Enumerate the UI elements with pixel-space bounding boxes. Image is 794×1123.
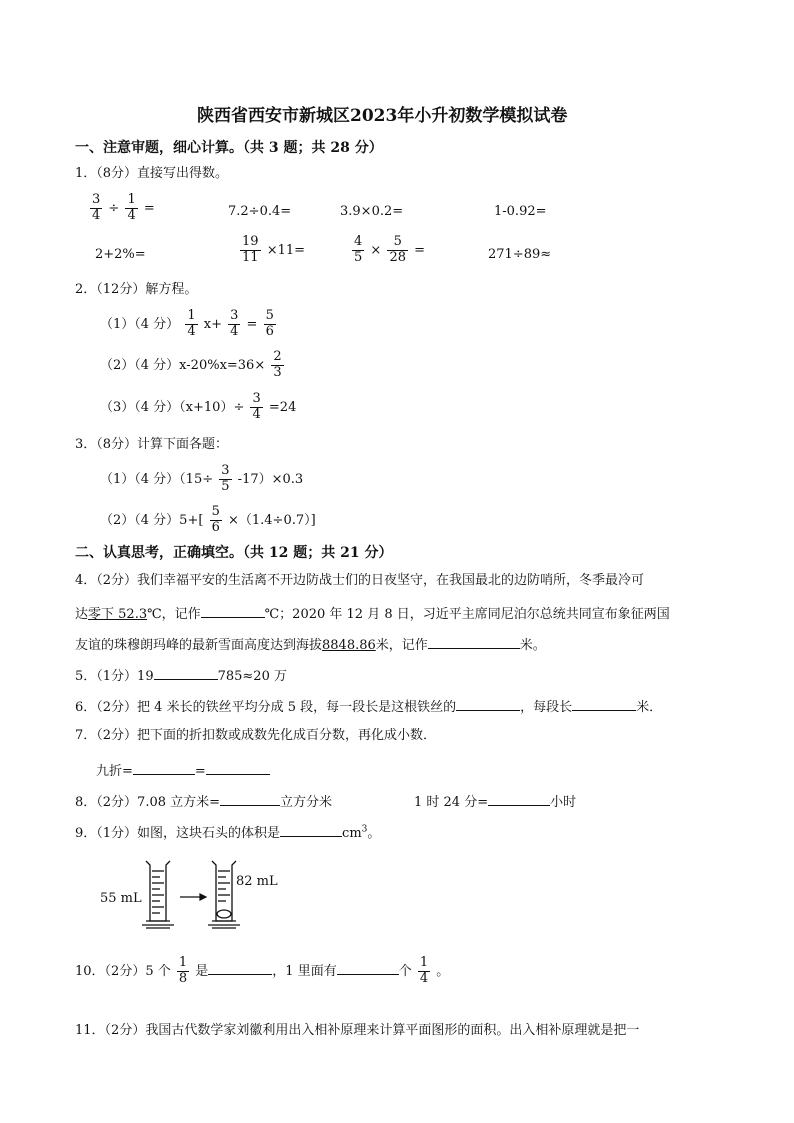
- q5-a: 5．（1分）19: [75, 669, 154, 684]
- q8-blank-1[interactable]: [220, 793, 280, 806]
- q3-part1: [100, 464, 303, 495]
- arrow-icon: [180, 894, 206, 900]
- q1-f2-num: 1: [127, 192, 136, 207]
- q10-a: 10．（2分）5 个: [75, 963, 171, 979]
- q2-p3-an: 3: [252, 391, 261, 406]
- q8-blank-2[interactable]: [488, 793, 550, 806]
- q2-p3-ad: 4: [252, 406, 261, 422]
- q2-p2-an: 2: [273, 349, 282, 364]
- q7-answer-line: [96, 762, 270, 778]
- q4-l3c: 米。: [519, 638, 546, 653]
- q4-l2b: ℃，记作: [147, 607, 201, 622]
- q1-f1-num: 3: [92, 192, 101, 207]
- q10-c: ，1 里面有: [272, 963, 337, 979]
- q8-b: 立方分米: [280, 795, 333, 810]
- q1-f3-tail: ×11=: [266, 242, 306, 258]
- q3-part2: [100, 505, 316, 536]
- q1-mul: ×: [370, 242, 382, 258]
- q2-label: 2．（12分）解方程。: [75, 282, 198, 297]
- q10-an: 1: [178, 955, 188, 970]
- q4-l3b: 米，记作: [375, 638, 428, 653]
- q3-p1-post: -17）×0.3: [237, 471, 304, 487]
- q1-f3-num: 19: [242, 234, 259, 249]
- q1-div: ÷: [108, 200, 120, 216]
- q4-l2a: 达: [75, 607, 89, 622]
- q9-c: 。: [367, 826, 381, 841]
- q1-f2-den: 4: [127, 207, 136, 223]
- q2-p1-an: 1: [187, 308, 196, 323]
- q1-f3-den: 11: [242, 249, 259, 265]
- q10-blank-2[interactable]: [337, 962, 399, 975]
- q6-blank-1[interactable]: [456, 698, 520, 711]
- q8-line-b: [414, 793, 576, 809]
- q4-l3-underlined: 8848.86: [322, 638, 376, 653]
- q3-p1-pre: （1）（4 分）（15÷: [100, 471, 214, 487]
- q8-line: [75, 793, 332, 809]
- q6-a: 6．（2分）把 4 米长的铁丝平均分成 5 段，每一段长是这根铁丝的: [75, 700, 457, 715]
- stone-shape: [217, 910, 231, 918]
- q1-r1-a: [88, 193, 155, 224]
- q1-f1-den: 4: [92, 207, 101, 223]
- q10-line: [75, 956, 449, 987]
- q7-blank-2[interactable]: [206, 762, 270, 775]
- q11-line1: 11．（2分）我国古代数学家刘徽利用出入相补原理来计算平面图形的面积。出入相补原理就是把一: [75, 1023, 640, 1038]
- q4-line2: [75, 605, 670, 621]
- q2-p1-cd: 6: [265, 323, 274, 339]
- q5-b: 785≈20 万: [217, 669, 287, 684]
- q10-d: 个: [398, 963, 412, 979]
- right-cylinder: [208, 861, 240, 928]
- q10-blank-1[interactable]: [208, 962, 272, 975]
- q1-f4-den: 5: [354, 249, 363, 265]
- q3-p1-ad: 5: [221, 478, 230, 494]
- q2-p1-eq: =: [246, 316, 258, 332]
- q9-b: cm: [342, 826, 362, 841]
- q1-eq2: =: [414, 242, 426, 258]
- q4-l2c: ℃；2020 年 12 月 8 日，习近平主席同尼泊尔总统共同宣布象征两国: [264, 607, 670, 622]
- q1-f4-num: 4: [354, 234, 363, 249]
- q9-line: [75, 824, 380, 840]
- q3-label: 3．（8分）计算下面各题：: [75, 437, 229, 452]
- q4-l3a: 友谊的珠穆朗玛峰的最新雪面高度达到海拔: [75, 638, 323, 653]
- q7-b: =: [194, 764, 206, 779]
- q1-f5-num: 5: [387, 235, 408, 251]
- q3-p2-ad: 6: [211, 519, 220, 535]
- q2-p3-pre: （3）（4 分）（x+10）÷: [100, 399, 245, 415]
- q1-r2-b: [238, 235, 305, 266]
- q8-a: 8．（2分）7.08 立方米=: [75, 795, 221, 810]
- q2-p1-cn: 5: [265, 308, 274, 323]
- q4-line3: [75, 636, 546, 652]
- q2-part3: [100, 392, 296, 423]
- q3-p2-an: 5: [211, 504, 220, 519]
- q9-sup: 3: [361, 824, 368, 835]
- q2-part2: [100, 350, 286, 381]
- section-2-heading: 二、认真思考，正确填空。（共 12 题；共 21 分）: [75, 545, 393, 561]
- q1-r2-d: 271÷89≈: [488, 247, 552, 262]
- q2-p1-pre: （1）（4 分）: [100, 316, 180, 332]
- q4-blank-1[interactable]: [201, 605, 265, 618]
- q2-part1: [100, 309, 278, 340]
- q6-c: 米．: [636, 700, 663, 715]
- q1-r1-d: 1-0.92=: [494, 204, 547, 219]
- q1-r1-b: 7.2÷0.4=: [228, 204, 292, 219]
- q1-f5-den: 28: [389, 249, 407, 265]
- q5-blank[interactable]: [154, 667, 218, 680]
- q6-line: [75, 698, 662, 714]
- q9-a: 9．（1分）如图，这块石头的体积是: [75, 826, 281, 841]
- q6-b: ，每段长: [520, 700, 573, 715]
- right-volume-label: 82 mL: [236, 874, 278, 889]
- q3-p2-pre: （2）（4 分）5+[: [100, 512, 204, 528]
- q10-b: 是: [195, 963, 209, 979]
- q2-p1-mid: x+: [203, 316, 222, 332]
- q4-line1: 4．（2分）我们幸福平安的生活离不开边防战士们的日夜坚守，在我国最北的边防哨所，冬季最冷可: [75, 573, 645, 588]
- q5-line: [75, 667, 287, 683]
- q3-p2-post: ×（1.4÷0.7）]: [227, 512, 316, 528]
- q7-label: 7．（2分）把下面的折扣数或成数先化成百分数，再化成小数．: [75, 728, 437, 743]
- q2-p1-bd: 4: [230, 323, 239, 339]
- q7-a: 九折=: [96, 764, 133, 779]
- page-title: 陕西省西安市新城区2023年小升初数学模拟试卷: [197, 106, 568, 126]
- q1-r2-a: 2+2%=: [95, 247, 146, 262]
- q2-p1-bn: 3: [230, 308, 239, 323]
- q10-bd: 4: [419, 970, 429, 986]
- q10-bn: 1: [419, 955, 429, 970]
- q2-p2-ad: 3: [273, 364, 282, 380]
- q8-d: 小时: [550, 795, 577, 810]
- q10-ad: 8: [178, 970, 188, 986]
- left-cylinder: [142, 861, 174, 928]
- q6-blank-2[interactable]: [572, 698, 636, 711]
- q4-l2-underlined: 零下 52.3: [88, 607, 148, 622]
- q1-label: 1．（8分）直接写出得数。: [75, 166, 229, 181]
- q1-r2-c: [350, 235, 425, 266]
- q10-e: 。: [436, 963, 450, 979]
- left-volume-label: 55 mL: [100, 891, 142, 906]
- q1-eq1: =: [143, 200, 155, 216]
- q2-p2-pre: （2）（4 分）x-20%x=36×: [100, 357, 266, 373]
- q7-blank-1[interactable]: [133, 762, 195, 775]
- q9-blank[interactable]: [280, 824, 342, 837]
- q4-blank-2[interactable]: [428, 636, 520, 649]
- section-1-heading: 一、注意审题，细心计算。（共 3 题；共 28 分）: [75, 140, 383, 156]
- q8-c: 1 时 24 分=: [414, 795, 489, 810]
- q1-r1-c: 3.9×0.2=: [340, 204, 404, 219]
- q2-p3-post: =24: [268, 399, 297, 415]
- q2-p1-ad: 4: [187, 323, 196, 339]
- q3-p1-an: 3: [221, 463, 230, 478]
